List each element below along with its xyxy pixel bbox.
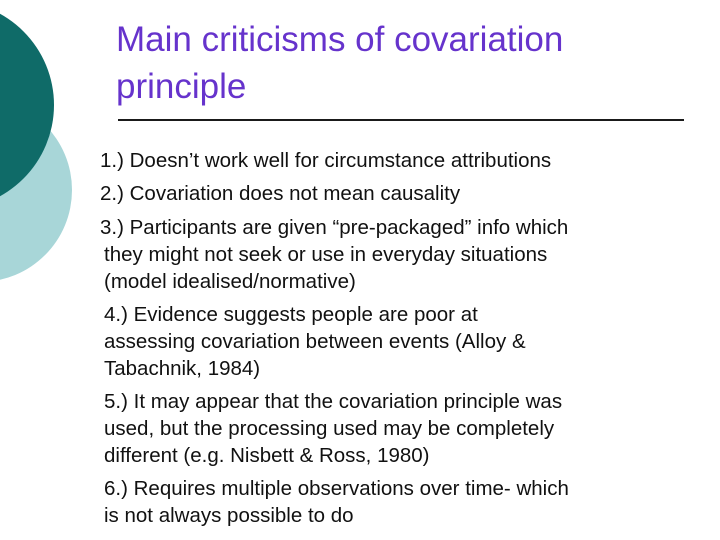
criticism-5-line-1: 5.) It may appear that the covariation principle was <box>104 390 563 413</box>
criticism-2-line-1: 2.) Covariation does not mean causality <box>100 182 461 205</box>
criticism-4-line-3: Tabachnik, 1984) <box>104 357 261 380</box>
criticism-3-line-2: they might not seek or use in everyday situations <box>104 243 548 266</box>
slide-title-line-2: principle <box>116 67 247 106</box>
criticism-4-line-1: 4.) Evidence suggests people are poor at <box>104 303 478 326</box>
criticism-3-line-1: 3.) Participants are given “pre-packaged” info which <box>100 216 569 239</box>
criticism-3-line-3: (model idealised/normative) <box>104 270 356 293</box>
criticism-1-line-1: 1.) Doesn’t work well for circumstance attributions <box>100 149 552 172</box>
criticism-5-line-3: different (e.g. Nisbett & Ross, 1980) <box>104 444 430 467</box>
criticism-4-line-2: assessing covariation between events (Alloy & <box>104 330 526 353</box>
criticism-6-line-2: is not always possible to do <box>104 504 354 527</box>
criticism-5-line-2: used, but the processing used may be completely <box>104 417 555 440</box>
criticism-6-line-1: 6.) Requires multiple observations over time- which <box>104 477 569 500</box>
slide-title-line-1: Main criticisms of covariation <box>116 20 564 59</box>
